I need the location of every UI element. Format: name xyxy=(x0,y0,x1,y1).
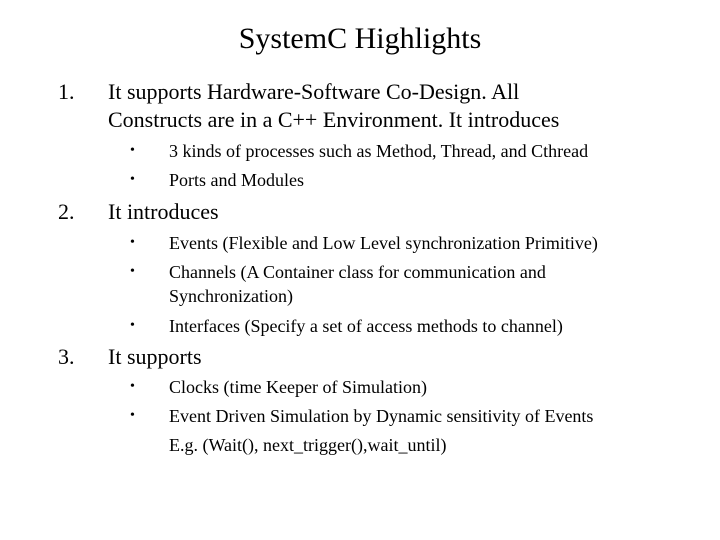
subitem-text: E.g. (Wait(), next_trigger(),wait_until) xyxy=(169,435,447,455)
bullet-icon: • xyxy=(130,318,135,333)
subitem-text: Ports and Modules xyxy=(169,170,304,190)
bullet-icon: • xyxy=(130,264,135,279)
bullet-icon: • xyxy=(130,379,135,394)
subitem-text: Synchronization) xyxy=(169,286,293,306)
item-text-line: It introduces xyxy=(108,199,219,224)
item-number: 3. xyxy=(58,344,75,369)
subitem-text: 3 kinds of processes such as Method, Thread, and Cthread xyxy=(169,141,589,161)
subitem-text: Clocks (time Keeper of Simulation) xyxy=(169,377,427,397)
item-number: 2. xyxy=(58,199,75,224)
subitem-text: Event Driven Simulation by Dynamic sensitivity of Events xyxy=(169,406,594,426)
subitem-text: Interfaces (Specify a set of access methods to channel) xyxy=(169,316,563,336)
bullet-icon: • xyxy=(130,235,135,250)
bullet-icon: • xyxy=(130,143,135,158)
bullet-icon: • xyxy=(130,408,135,423)
item-text-line: It supports Hardware-Software Co-Design. All xyxy=(108,79,520,104)
slide-title: SystemC Highlights xyxy=(238,22,482,55)
bullet-icon: • xyxy=(130,172,135,187)
item-text-line: Constructs are in a C++ Environment. It introduces xyxy=(108,107,560,132)
item-number: 1. xyxy=(58,79,75,104)
subitem-text: Events (Flexible and Low Level synchronization Primitive) xyxy=(169,233,598,253)
subitem-text: Channels (A Container class for communication and xyxy=(169,262,546,282)
item-text-line: It supports xyxy=(108,344,202,369)
